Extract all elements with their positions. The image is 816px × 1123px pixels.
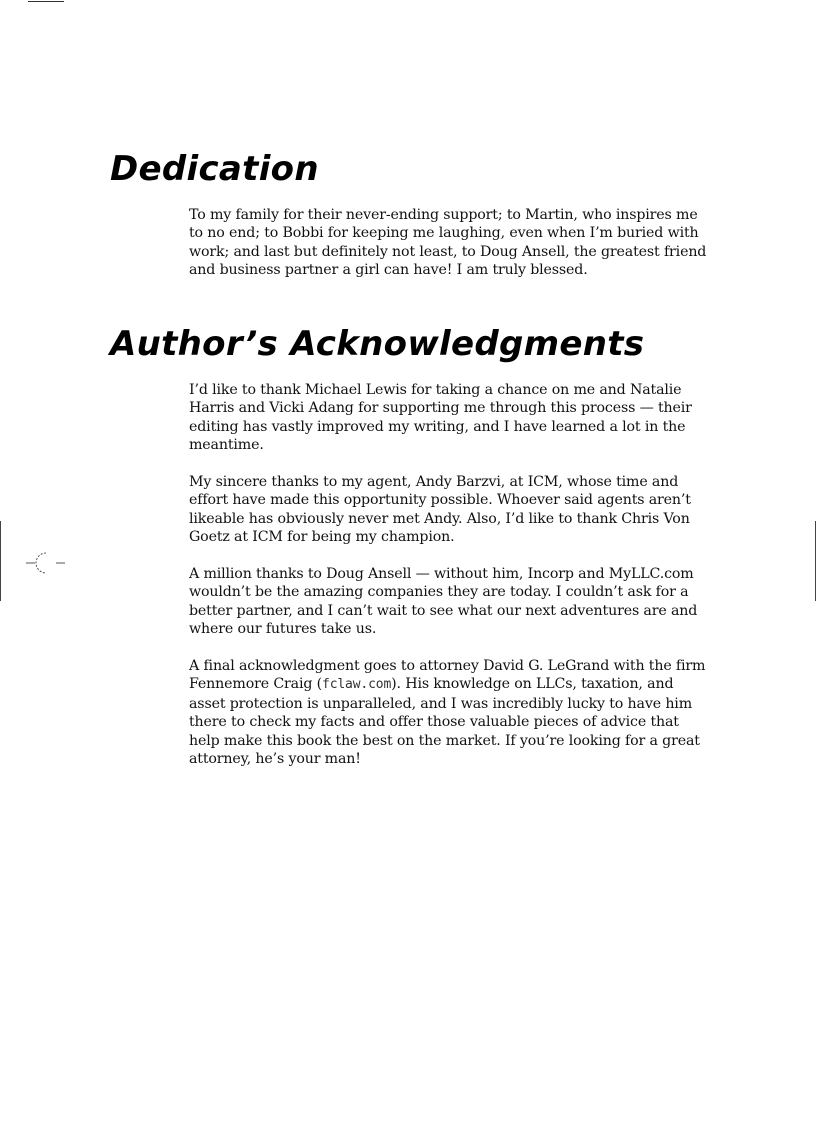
crop-mark-top xyxy=(28,1,64,2)
paragraph-4-text-after: ). His knowledge on LLCs, taxation, and asset protection is unparalleled, and I was incredibly lucky to have him there to check my facts and offer those valuable pieces of advice that help make this book the best on the market. If you’re looking for a great attorney, he’s your man! xyxy=(189,676,700,768)
acknowledgments-heading: Author’s Acknowledgments xyxy=(110,324,645,364)
fclaw-link[interactable]: fclaw.com xyxy=(322,677,392,693)
dedication-section xyxy=(189,206,709,298)
margin-line-left xyxy=(0,521,1,601)
paragraph-4-text-before: A final acknowledgment goes to attorney David G. LeGrand with the firm Fennemore Craig ( xyxy=(189,658,706,693)
acknowledgments-paragraph-4 xyxy=(189,657,709,768)
acknowledgments-paragraph-2: My sincere thanks to my agent, Andy Barzvi, at ICM, whose time and effort have made this opportunity possible. Whoever said agents aren’t likeable has obviously never met Andy. Also, I’d like to thank Chris Von Goetz at ICM for being my champion. xyxy=(189,474,691,546)
acknowledgments-paragraph-1: I’d like to thank Michael Lewis for taking a chance on me and Natalie Harris and Vicki Adang for supporting me through this process — their editing has vastly improved my writing, and I have learned a lot in the meantime. xyxy=(189,382,692,454)
dedication-paragraph: To my family for their never-ending support; to Martin, who inspires me to no end; to Bobbi for keeping me laughing, even when I’m buried with work; and last but definitely not least, to Doug Ansell, the greatest friend and business partner a girl can have! I am truly blessed. xyxy=(189,207,707,279)
registration-mark-icon xyxy=(26,549,66,577)
acknowledgments-paragraph-3: A million thanks to Doug Ansell — without him, Incorp and MyLLC.com wouldn’t be the amazing companies they are today. I couldn’t ask for a better partner, and I can’t wait to see what our next adventures are and where our futures take us. xyxy=(189,566,698,638)
acknowledgments-section xyxy=(189,381,709,787)
dedication-heading: Dedication xyxy=(110,149,319,189)
